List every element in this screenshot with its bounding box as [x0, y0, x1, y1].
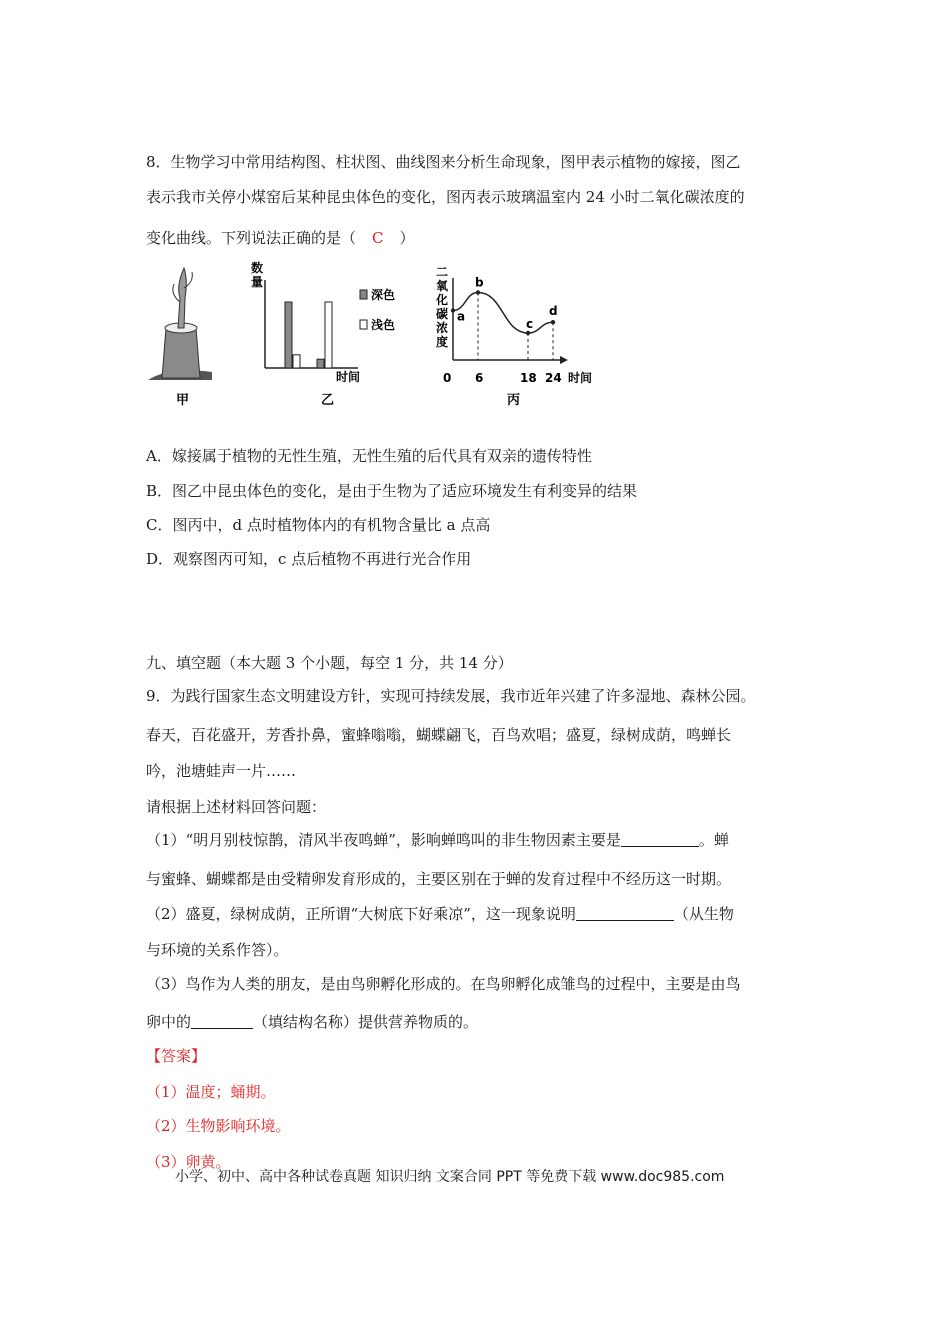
- bing-x-arrow: [560, 356, 568, 364]
- bing-ylabel: [435, 265, 449, 349]
- bing-point-label-b: b: [475, 275, 484, 290]
- q9-blank-3[interactable]: [191, 1014, 253, 1029]
- q9-sub1-text: （1）“明月别枝惊鹊，清风半夜鸣蝉”，影响蝉鸣叫的非生物因素主要是: [146, 831, 621, 849]
- q9-sub2-line2: 与环境的关系作答）。: [146, 941, 289, 959]
- bing-point-b: [476, 290, 480, 294]
- q8-option-c: C．图丙中，d 点时植物体内的有机物含量比 a 点高: [146, 516, 491, 534]
- legend-swatch-dark: [360, 290, 367, 299]
- bar-dark-2: [317, 359, 324, 368]
- bing-xtick-6: 6: [475, 371, 484, 385]
- bing-xtick-0: 0: [443, 371, 452, 385]
- bing-point-label-d: d: [549, 304, 558, 319]
- bing-ylabel-char-5: 浓: [436, 321, 449, 335]
- legend-dark-label: 深色: [371, 288, 396, 302]
- q9-blank-2[interactable]: [576, 906, 674, 921]
- q9-blank-1[interactable]: [621, 832, 699, 847]
- bar-light-2: [325, 302, 332, 368]
- q8-answer: C: [372, 229, 384, 247]
- q9-line1: 9．为践行国家生态文明建设方针，实现可持续发展，我市近年兴建了许多湿地、森林公园。: [146, 687, 756, 705]
- jia-caption: 甲: [176, 393, 190, 408]
- bar-light-1: [293, 355, 300, 368]
- q8-line1: 8．生物学习中常用结构图、柱状图、曲线图来分析生命现象，图甲表示植物的嫁接，图乙: [146, 153, 741, 171]
- yi-ylabel-2: 量: [251, 275, 264, 289]
- bing-xtick-18: 18: [520, 371, 537, 385]
- q8-line3: [146, 228, 415, 248]
- bing-ticks: [443, 371, 562, 385]
- q8-line2: 表示我市关停小煤窑后某种昆虫体色的变化，图丙表示玻璃温室内 24 小时二氧化碳浓度的: [146, 188, 745, 206]
- answer-1: （1）温度；蛹期。: [146, 1083, 276, 1101]
- legend-light-label: 浅色: [371, 318, 396, 332]
- q9-sub2-text: （2）盛夏，绿树成荫，正所谓“大树底下好乘凉”，这一现象说明: [146, 905, 576, 923]
- bing-point-c: [526, 331, 530, 335]
- bing-ylabel-char-2: 氧: [436, 279, 449, 293]
- q9-sub3-suffix: （填结构名称）提供营养物质的。: [253, 1013, 479, 1031]
- q8-line3-suffix: ）: [399, 229, 415, 247]
- bing-ylabel-char-3: 化: [436, 293, 449, 307]
- q8-option-b: B．图乙中昆虫体色的变化，是由于生物为了适应环境发生有利变异的结果: [146, 482, 638, 500]
- legend-swatch-light: [360, 320, 367, 329]
- answer-3: （3）卵黄。: [146, 1153, 231, 1171]
- yi-caption: 乙: [321, 393, 335, 408]
- q8-option-d: D．观察图丙可知，c 点后植物不再进行光合作用: [146, 550, 472, 568]
- q9-sub1-suffix: 。蝉: [698, 831, 729, 849]
- q9-sub3-prefix: 卵中的: [146, 1013, 192, 1031]
- bing-plot: [451, 276, 558, 361]
- q8-option-a: A．嫁接属于植物的无性生殖，无性生殖的后代具有双亲的遗传特性: [146, 447, 592, 465]
- footer-text: 小学、初中、高中各种试卷真题 知识归纳 文案合同 PPT 等免费下载 www.doc985.com: [175, 1169, 725, 1185]
- grafting-illustration: [148, 268, 212, 380]
- bing-xtick-24: 24: [545, 371, 562, 385]
- q9-sub1-line1: [146, 830, 729, 850]
- bing-point-d: [551, 320, 555, 324]
- yi-ylabel-1: 数: [251, 261, 264, 275]
- q9-line4: 请根据上述材料回答问题：: [146, 798, 327, 816]
- q9-sub2-suffix: （从生物: [673, 905, 734, 923]
- q9-sub3-line1: （3）鸟作为人类的朋友，是由鸟卵孵化形成的。在鸟卵孵化成雏鸟的过程中，主要是由鸟: [146, 975, 741, 993]
- bar-dark-1: [285, 302, 292, 368]
- bing-xlabel: 时间: [568, 371, 593, 385]
- q9-line3: 吟，池塘蛙声一片……: [146, 762, 297, 780]
- yi-xlabel: 时间: [336, 370, 361, 384]
- answer-header: 【答案】: [146, 1047, 207, 1065]
- bing-curve: [453, 293, 553, 334]
- bing-point-label-c: c: [526, 317, 534, 331]
- bing-point-a: [451, 308, 455, 312]
- bing-caption: 丙: [507, 393, 521, 408]
- section9-header: 九、填空题（本大题 3 个小题，每空 1 分，共 14 分）: [146, 654, 513, 672]
- q8-line3-prefix: 变化曲线。下列说法正确的是（: [146, 229, 357, 247]
- q9-sub1-line2: 与蜜蜂、蝴蝶都是由受精卵发育形成的，主要区别在于蝉的发育过程中不经历这一时期。: [146, 870, 732, 888]
- q9-sub3-line2: [146, 1012, 478, 1032]
- bing-ylabel-char-6: 度: [436, 335, 449, 349]
- figure-panel: [140, 258, 610, 418]
- bing-point-label-a: a: [457, 309, 466, 324]
- q9-sub2-line1: [146, 904, 734, 924]
- q9-line2: 春天，百花盛开，芳香扑鼻，蜜蜂嗡嗡，蝴蝶翩飞，百鸟欢唱；盛夏，绿树成荫，鸣蝉长: [146, 726, 732, 744]
- bing-ylabel-char-4: 碳: [436, 307, 449, 321]
- yi-bars: [285, 302, 332, 368]
- bing-ylabel-char-1: 二: [436, 265, 449, 279]
- answer-2: （2）生物影响环境。: [146, 1117, 291, 1135]
